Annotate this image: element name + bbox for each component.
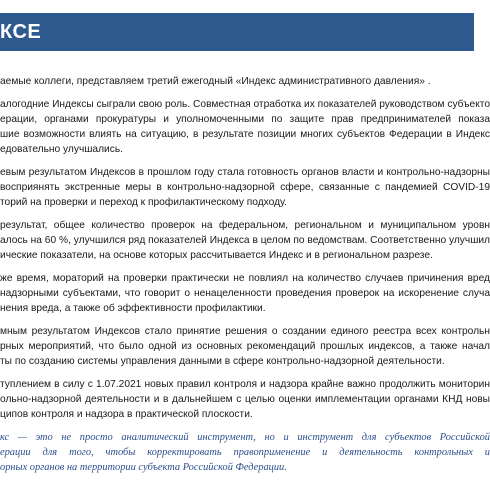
document-body: [0, 74, 490, 484]
text-line: ические показатели, на основе которых рассчитывается Индекс и в региональном разрезе.: [0, 250, 433, 261]
text-line: едовательно улучшались.: [0, 144, 123, 155]
quote-line: кс — это не просто аналитический инструмент, но и инструмент для субъектов Российской: [0, 432, 490, 443]
quote-line: ерации для того, чтобы корректировать правоприменение и деятельность контрольных и: [0, 447, 490, 458]
text-line: шие возможности влиять на ситуацию, в результате позиции многих субъектов Федерации в Индекс: [0, 129, 490, 140]
text-line: результат, общее количество проверок на федеральном, региональном и муниципальном уровн: [0, 220, 490, 231]
text-line: евым результатом Индексов в прошлом году стала готовность органов власти и контрольно-надзорны: [0, 167, 490, 178]
closing-quote: [0, 430, 490, 475]
text-line: торий на проверки и переход к профилактическому подходу.: [0, 197, 287, 208]
text-line: ерации, органами прокуратуры и уполномоченными по защите прав предпринимателей показа: [0, 114, 490, 125]
text-line: рных мероприятий, что было одной из основных рекомендаций прошлых индексов, а также начал: [0, 341, 490, 352]
text-line: восприянять экстренные меры в контрольно-надзорной сфере, связанные с пандемией COVID-19: [0, 182, 490, 193]
text-line: алось на 60 %, улучшился ряд показателей Индекса в целом по ведомствам. Соответственно улучшил: [0, 235, 490, 246]
quote-line: орных органов на территории субъекта Российской Федерации.: [0, 462, 287, 473]
text-line: аемые коллеги, представляем третий ежегодный «Индекс административного давления» .: [0, 76, 431, 87]
text-line: ты по созданию системы управления данными в сфере контрольно-надзорной деятельности.: [0, 356, 445, 367]
page-title: КСЕ: [0, 21, 42, 43]
text-line: нения вреда, а также об эффективности профилактики.: [0, 303, 266, 314]
text-line: надзорными субъектами, что говорит о ненацеленности проведения проверок на искоренение случа: [0, 288, 490, 299]
text-line: туплением в силу с 1.07.2021 новых правил контроля и надзора крайне важно продолжить мониторин: [0, 379, 490, 390]
paragraph-moratorium: [0, 271, 490, 316]
paragraph-inspections-result: [0, 218, 490, 263]
text-line: ольно-надзорной деятельности и в дальнейшем с целью оценки имплементации органами КНД новы: [0, 394, 490, 405]
paragraph-greeting: [0, 74, 490, 89]
header-bar: [0, 13, 474, 51]
text-line: же время, мораторий на проверки практически не повлиял на количество случаев причинения вред: [0, 273, 490, 284]
text-line: мным результатом Индексов стало принятие решения о создании единого реестра всех контрольн: [0, 326, 490, 337]
paragraph-unified-registry: [0, 324, 490, 369]
paragraph-key-result: [0, 165, 490, 210]
text-line: ципов контроля и надзора в практической плоскости.: [0, 409, 253, 420]
paragraph-new-rules: [0, 377, 490, 422]
text-line: алогодние Индексы сыграли свою роль. Совместная отработка их показателей руководством субъекто: [0, 99, 490, 110]
paragraph-previous-indexes: [0, 97, 490, 157]
